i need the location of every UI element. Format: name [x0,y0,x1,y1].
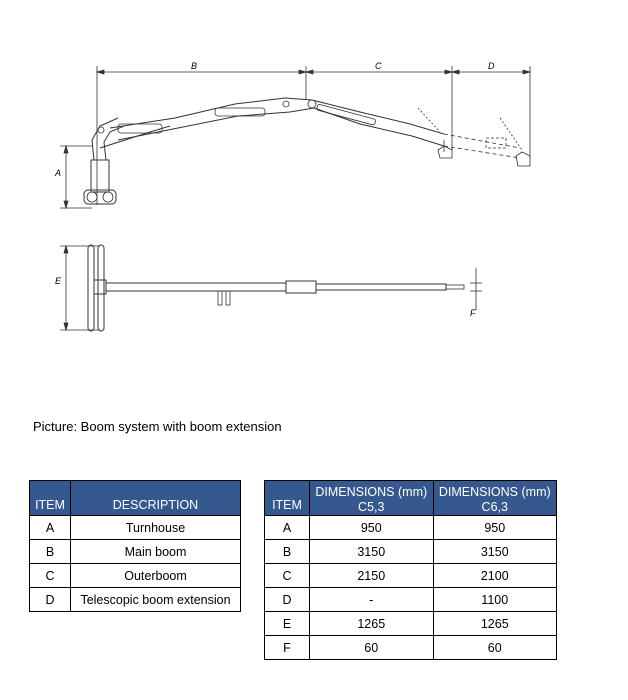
items-header-row [30,481,241,516]
c53-cell: 3150 [310,540,434,564]
item-cell: A [30,516,71,540]
figure-caption: Picture: Boom system with boom extension [33,419,282,434]
c53-cell: - [310,588,434,612]
item-cell: F [265,636,310,660]
c63-cell: 1100 [433,588,557,612]
description-cell: Turnhouse [71,516,241,540]
table-row [30,540,241,564]
dims-header-c63: DIMENSIONS (mm) C6,3 [433,481,557,516]
c63-cell: 1265 [433,612,557,636]
description-cell: Main boom [71,540,241,564]
items-header-description: DESCRIPTION [71,481,241,516]
item-cell: B [265,540,310,564]
dims-header-item: ITEM [265,481,310,516]
item-cell: D [265,588,310,612]
c63-cell: 3150 [433,540,557,564]
dim-label-e: E [55,276,62,286]
c53-cell: 950 [310,516,434,540]
dim-label-a: A [55,168,62,178]
c53-cell: 2150 [310,564,434,588]
table-row [265,564,557,588]
description-cell: Telescopic boom extension [71,588,241,612]
table-row [265,588,557,612]
c53-cell: 60 [310,636,434,660]
table-row [30,588,241,612]
item-cell: B [30,540,71,564]
dim-label-f: F [470,308,476,318]
dims-header-row [265,481,557,516]
items-header-item: ITEM [30,481,71,516]
dims-header-c53: DIMENSIONS (mm) C5,3 [310,481,434,516]
dim-label-b: B [191,61,198,71]
table-row [265,540,557,564]
dim-label-c: C [375,61,382,71]
item-cell: E [265,612,310,636]
description-cell: Outerboom [71,564,241,588]
table-row [30,564,241,588]
item-cell: A [265,516,310,540]
items-table [29,480,241,612]
c63-cell: 950 [433,516,557,540]
c53-cell: 1265 [310,612,434,636]
table-row [30,516,241,540]
item-cell: D [30,588,71,612]
dimensions-table [264,480,557,660]
table-row [265,636,557,660]
item-cell: C [30,564,71,588]
table-row [265,612,557,636]
c63-cell: 60 [433,636,557,660]
table-row [265,516,557,540]
item-cell: C [265,564,310,588]
dim-label-d: D [488,61,495,71]
c63-cell: 2100 [433,564,557,588]
